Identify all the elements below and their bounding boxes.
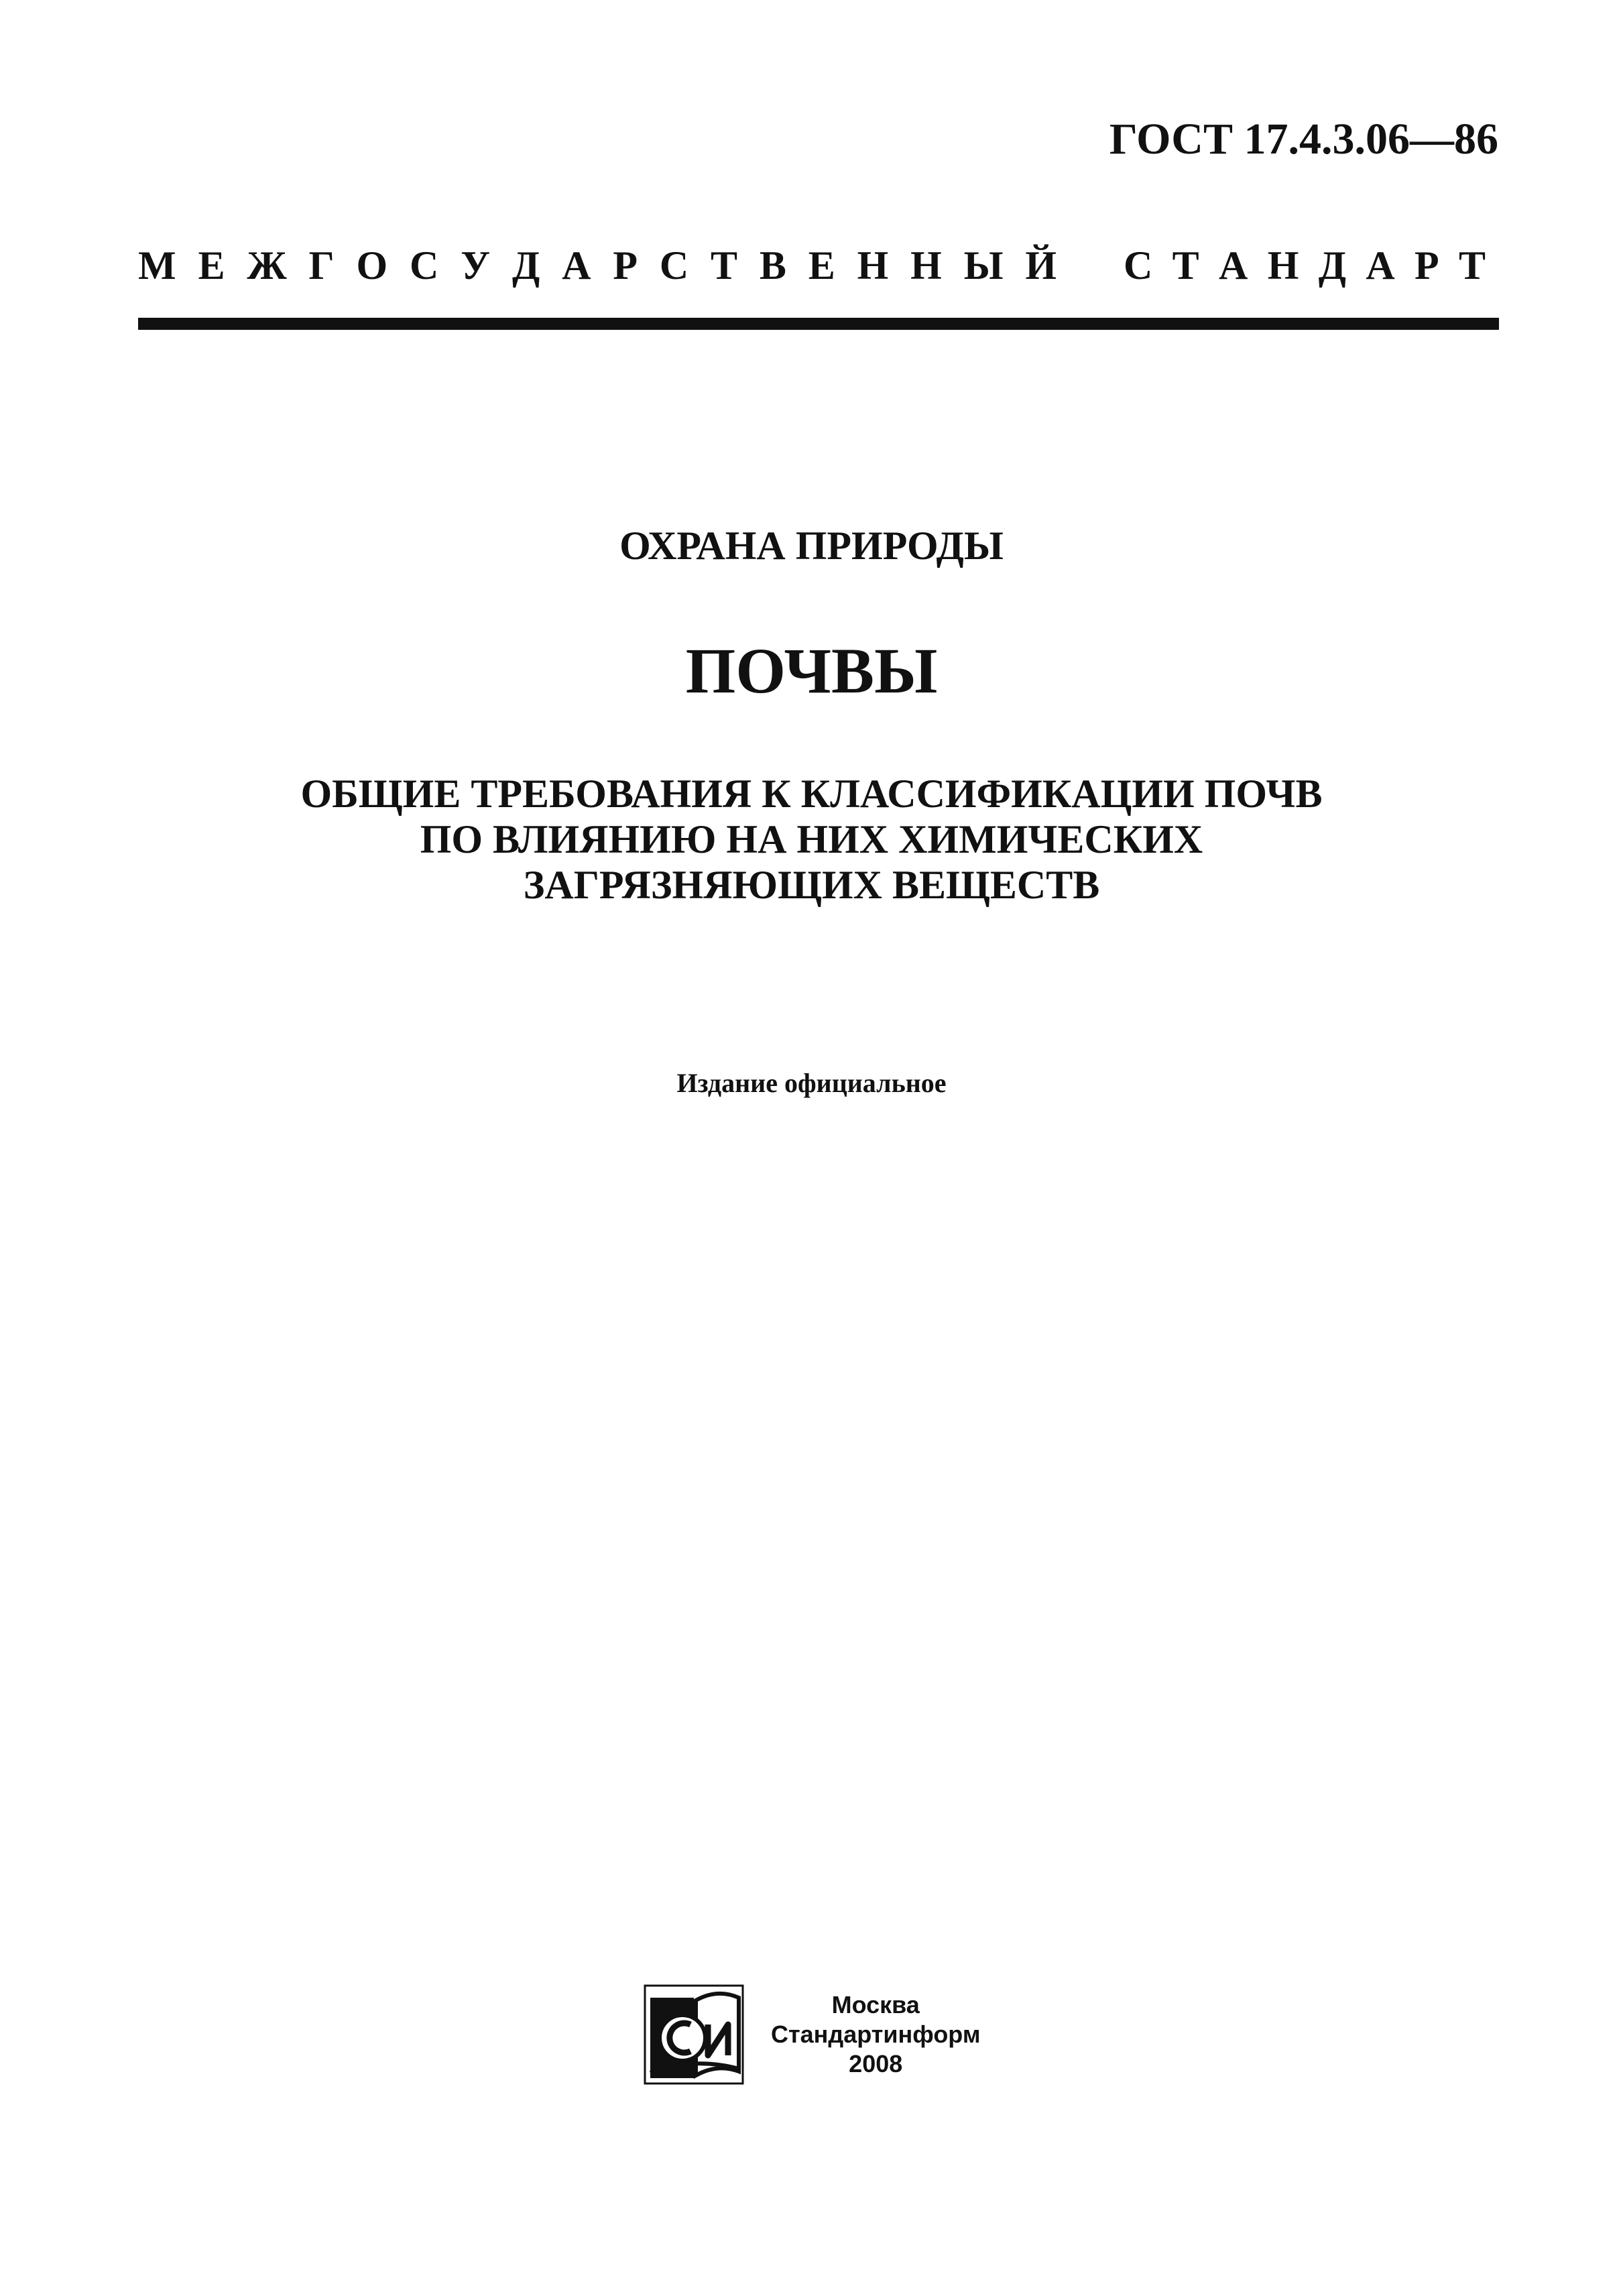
heading-letter: Н bbox=[910, 243, 942, 288]
heading-letter: О bbox=[356, 243, 388, 288]
heading-letter: Ж bbox=[247, 243, 287, 288]
heading-letter: Р bbox=[613, 243, 638, 288]
subtitle bbox=[0, 771, 1623, 908]
heading-letter: Й bbox=[1025, 243, 1057, 288]
document-code: ГОСТ 17.4.3.06—86 bbox=[1109, 115, 1498, 164]
heading-letter: Д bbox=[1318, 243, 1346, 288]
heading-word-standard bbox=[1124, 243, 1486, 289]
edition-label: Издание официальное bbox=[676, 1068, 947, 1098]
heading-letter: Е bbox=[808, 243, 835, 288]
heading-letter: Е bbox=[198, 243, 225, 288]
heading-letter: С bbox=[1124, 243, 1153, 288]
subtitle-line: ПО ВЛИЯНИЮ НА НИХ ХИМИЧЕСКИХ bbox=[420, 817, 1203, 861]
heading-letter: Р bbox=[1414, 243, 1439, 288]
heading-letter: А bbox=[1366, 243, 1395, 288]
heading-letter: Ы bbox=[963, 243, 1004, 288]
subtitle-line: ОБЩИЕ ТРЕБОВАНИЯ К КЛАССИФИКАЦИИ ПОЧВ bbox=[300, 772, 1323, 816]
heading-letter: Г bbox=[308, 243, 335, 288]
main-title: ПОЧВЫ bbox=[685, 635, 938, 707]
interstate-standard-heading bbox=[138, 243, 1486, 289]
section-title: ОХРАНА ПРИРОДЫ bbox=[619, 524, 1004, 568]
publisher-city: Москва bbox=[831, 1991, 920, 2018]
heading-letter: Д bbox=[512, 243, 540, 288]
heading-letter: Т bbox=[1458, 243, 1486, 288]
heading-letter: А bbox=[562, 243, 591, 288]
heading-letter: Н bbox=[857, 243, 889, 288]
publisher-name: Стандартинформ bbox=[771, 2020, 981, 2048]
header-divider bbox=[138, 318, 1499, 330]
heading-letter: М bbox=[138, 243, 176, 288]
heading-letter: А bbox=[1219, 243, 1248, 288]
heading-letter: У bbox=[461, 243, 491, 288]
heading-letter: С bbox=[659, 243, 689, 288]
publication-year: 2008 bbox=[849, 2050, 903, 2077]
subtitle-line: ЗАГРЯЗНЯЮЩИХ ВЕЩЕСТВ bbox=[523, 863, 1100, 907]
publisher-block bbox=[644, 1984, 980, 2085]
publisher-text bbox=[771, 1990, 980, 2079]
heading-letter: В bbox=[759, 243, 786, 288]
heading-letter: Т bbox=[710, 243, 738, 288]
heading-letter: С bbox=[410, 243, 439, 288]
heading-letter: Т bbox=[1172, 243, 1199, 288]
heading-letter: Н bbox=[1267, 243, 1299, 288]
heading-word-interstate bbox=[138, 243, 1057, 289]
standartinform-logo-icon bbox=[644, 1984, 744, 2085]
